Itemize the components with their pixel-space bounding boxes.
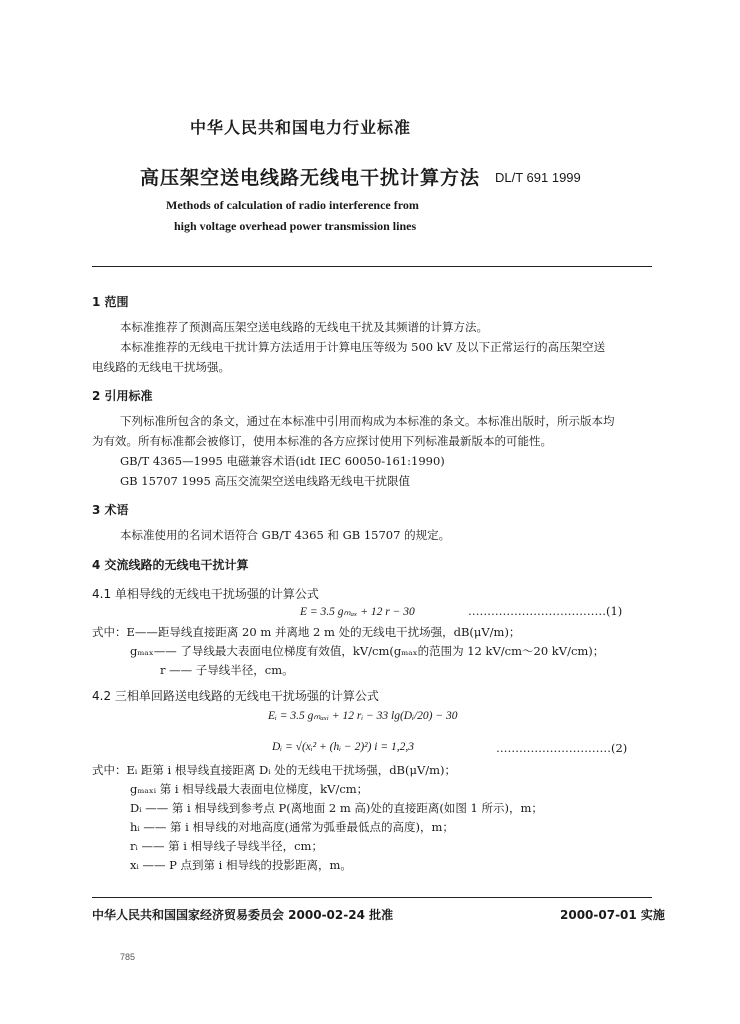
standard-number: DL/T 691 1999 xyxy=(495,170,581,185)
section-1-paragraph-1: 本标准推荐了预测高压架空送电线路的无线电干扰及其频谱的计算方法。 xyxy=(120,320,488,334)
header-rule xyxy=(92,266,652,267)
equation-1-number: ………………………………(1) xyxy=(468,604,623,618)
section-3-heading: 3 术语 xyxy=(92,503,129,517)
section-3-paragraph: 本标准使用的名词术语符合 GB/T 4365 和 GB 15707 的规定。 xyxy=(120,528,451,542)
document-title: 高压架空送电线路无线电干扰计算方法 xyxy=(140,167,481,189)
where-2-r: rᵢ —— 第 i 相导线子导线半径，cm； xyxy=(130,839,323,853)
section-4-1-heading: 4.1 单相导线的无线电干扰场强的计算公式 xyxy=(92,587,319,601)
section-2-paragraph-1a: 下列标准所包含的条文，通过在本标准中引用而构成为本标准的条文。本标准出版时，所示版本均 xyxy=(120,414,615,428)
where-2-d: Dᵢ —— 第 i 相导线到参考点 P(离地面 2 m 高)处的直接距离(如图 1 所示)，m； xyxy=(130,801,543,815)
section-4-2-heading: 4.2 三相单回路送电线路的无线电干扰场强的计算公式 xyxy=(92,689,379,703)
section-4-heading: 4 交流线路的无线电干扰计算 xyxy=(92,558,249,572)
section-2-paragraph-1b: 为有效。所有标准都会被修订，使用本标准的各方应探讨使用下列标准最新版本的可能性。 xyxy=(92,434,552,448)
page-number: 785 xyxy=(120,952,136,962)
where-1-e: 式中：E——距导线直接距离 20 m 并离地 2 m 处的无线电干扰场强，dB(μV/m)； xyxy=(92,625,521,639)
equation-2b: Dᵢ = √(xᵢ² + (hᵢ − 2)²) i = 1,2,3 xyxy=(272,741,415,753)
english-title-line2: high voltage overhead power transmission lines xyxy=(174,219,417,233)
effective-date: 2000-07-01 实施 xyxy=(560,908,665,922)
reference-gb-t-4365: GB/T 4365—1995 电磁兼容术语(idt IEC 60050-161:1990) xyxy=(120,454,445,468)
org-title: 中华人民共和国电力行业标准 xyxy=(190,118,412,137)
where-2-x: xᵢ —— P 点到第 i 相导线的投影距离，m。 xyxy=(130,858,352,872)
footer-rule xyxy=(92,897,652,898)
equation-2-number: …………………………(2) xyxy=(496,741,628,755)
section-1-paragraph-2b: 电线路的无线电干扰场强。 xyxy=(92,360,230,374)
reference-gb-15707: GB 15707 1995 高压交流架空送电线路无线电干扰限值 xyxy=(120,474,410,488)
section-1-paragraph-2a: 本标准推荐的无线电干扰计算方法适用于计算电压等级为 500 kV 及以下正常运行的高压架空送 xyxy=(120,340,606,354)
section-2-heading: 2 引用标准 xyxy=(92,389,153,403)
where-1-r: r —— 子导线半径，cm。 xyxy=(160,663,294,677)
approval-line: 中华人民共和国国家经济贸易委员会 2000-02-24 批准 xyxy=(92,908,394,922)
where-2-h: hᵢ —— 第 i 相导线的对地高度(通常为弧垂最低点的高度)，m； xyxy=(130,820,454,834)
where-1-gmax: gₘₐₓ—— 了导线最大表面电位梯度有效值，kV/cm(gₘₐₓ的范围为 12 kV/cm～20 kV/cm)； xyxy=(130,644,605,658)
equation-1: E = 3.5 gₘₐₓ + 12 r − 30 xyxy=(300,606,415,618)
equation-2a: Eᵢ = 3.5 gₘₐₓᵢ + 12 rᵢ − 33 lg(Dᵢ/20) − 30 xyxy=(268,710,458,722)
english-title-line1: Methods of calculation of radio interference from xyxy=(166,198,419,212)
section-1-heading: 1 范围 xyxy=(92,295,129,309)
where-2-e: 式中：Eᵢ 距第 i 根导线直接距离 Dᵢ 处的无线电干扰场强，dB(μV/m)； xyxy=(92,763,457,777)
where-2-gmax: gₘₐₓᵢ 第 i 相导线最大表面电位梯度，kV/cm； xyxy=(130,782,369,796)
